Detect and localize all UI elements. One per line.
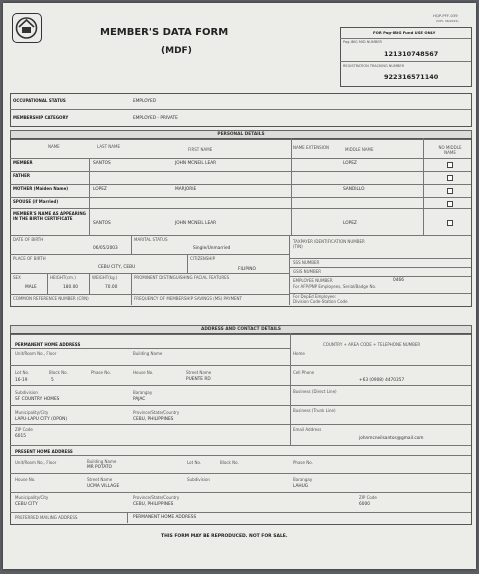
email-value: johnmcneilsantos@gmail.com [359, 436, 424, 441]
employee-number-value: 0466 [393, 278, 404, 283]
crn-label: COMMON REFERENCE NUMBER (CRN) [13, 296, 89, 301]
p-brgy-value: LAHUG [293, 484, 309, 489]
features-label: PROMINENT DISTINGUISHING FACIAL FEATURES [134, 275, 230, 280]
mid-value: 121310748567 [384, 50, 439, 58]
marital-label: MARITAL STATUS [134, 237, 168, 242]
col-name: NAME [48, 144, 60, 149]
no-middle-name-checkbox[interactable] [447, 175, 453, 181]
subd-value: SF COUNTRY HOMES [15, 397, 60, 402]
address-details-box [10, 333, 472, 525]
street-value: PUENTE RD [186, 377, 211, 382]
p-house-label: House No. [15, 477, 36, 482]
form-title: MEMBER'S DATA FORM [100, 27, 229, 38]
first-name-value: MARJORIE [175, 187, 197, 192]
subd-label: Subdivision [15, 390, 38, 395]
deped-value: Division Code-Station Code [293, 299, 348, 304]
afp-label: For AFP/PNP Employees, Serial/Badge No. [293, 284, 377, 289]
personal-details-header: PERSONAL DETAILS [10, 130, 472, 140]
first-name-value: JOHN MCNEIL LEAR [175, 161, 217, 166]
weight-label: WEIGHT(kg.) [92, 275, 118, 280]
middle-name-value: LOPEZ [343, 221, 357, 226]
p-bldg-value: MR POTATO [87, 465, 112, 470]
muni-value: LAPU-LAPU CITY (OPON) [15, 417, 68, 422]
occ-value: EMPLOYED [133, 99, 157, 104]
rtn-value: 922316571140 [384, 73, 439, 81]
mid-label: Pag-IBIG MID NUMBER [343, 40, 382, 44]
name-row-label: MEMBER'S NAME AS APPEARING IN THE BIRTH CERTIFICATE [13, 211, 86, 221]
occ-label: OCCUPATIONAL STATUS [13, 98, 66, 103]
block-value: 5 [51, 378, 54, 383]
brgy-label: Barangay [133, 390, 153, 395]
name-row-label: MOTHER (Maiden Name) [13, 186, 69, 191]
form-page [3, 3, 476, 569]
pagibig-logo [12, 13, 42, 43]
p-subd-label: Subdivision [187, 477, 210, 482]
cell-value: +63 (0908) 4470357 [359, 378, 405, 383]
bldg-label: Building Name [133, 351, 163, 356]
employee-number-label: EMPLOYEE NUMBER [293, 278, 333, 283]
perm-title: PERMANENT HOME ADDRESS [15, 342, 81, 347]
prov-label: Province/State/Country [133, 410, 180, 415]
p-block-label: Block No. [220, 460, 239, 465]
address-details-header: ADDRESS AND CONTACT DETAILS [10, 325, 472, 335]
middle-name-value: SANDILLO [343, 187, 365, 192]
form-subtitle: (MDF) [161, 46, 192, 56]
col-last-name: LAST NAME [97, 144, 121, 149]
lot-label: Lot No. [15, 370, 30, 375]
no-middle-name-checkbox[interactable] [447, 201, 453, 207]
block-label: Block No. [49, 370, 68, 375]
bus-direct-label: Business (Direct Line) [293, 389, 337, 394]
p-prov-value: CEBU, PHILIPPINES [133, 502, 174, 507]
deped-label: For DepEd Employee: [293, 294, 337, 299]
pref-label: PREFERRED MAILING ADDRESS [15, 515, 78, 520]
present-title: PRESENT HOME ADDRESS [15, 449, 73, 454]
house-logo-icon [13, 14, 40, 41]
p-brgy-label: Barangay [293, 477, 313, 482]
name-row-label: MEMBER [13, 160, 33, 165]
col-name-ext: NAME EXTENSION [293, 145, 329, 150]
name-row-label: SPOUSE (if Married) [13, 199, 59, 204]
email-label: Email Address [293, 427, 322, 432]
no-middle-name-checkbox[interactable] [447, 220, 453, 226]
p-bldg-label: Building Name [87, 459, 117, 464]
weight-value: 70.00 [105, 285, 118, 290]
zip-label: ZIP Code [15, 427, 33, 432]
rtn-label: REGISTRATION TRACKING NUMBER [343, 64, 405, 68]
sex-label: SEX [13, 275, 21, 280]
p-prov-label: Province/State/Country [133, 495, 180, 500]
p-lot-label: Lot No. [187, 460, 202, 465]
occupation-box [10, 93, 472, 127]
cell-label: Cell Phone [293, 370, 315, 375]
last-name-value: SANTOS [93, 161, 111, 166]
no-middle-name-checkbox[interactable] [447, 188, 453, 194]
house-label: House No. [133, 370, 154, 375]
footer-note: THIS FORM MAY BE REPRODUCED. NOT FOR SALE. [161, 534, 288, 539]
citizenship-value: FILIPINO [238, 267, 256, 272]
brgy-value: PAJAC [133, 397, 146, 402]
gsis-label: GSIS NUMBER [293, 269, 322, 274]
office-use-title: FOR Pag-IBIG Fund USE ONLY [373, 30, 436, 35]
sss-label: SSS NUMBER [293, 260, 320, 265]
street-label: Street Name [186, 370, 212, 375]
form-version: (V05, 06/2022) [436, 19, 459, 23]
p-street-label: Street Name [87, 477, 113, 482]
pref-value: PERMANENT HOME ADDRESS [133, 515, 197, 520]
p-muni-value: CEBU CITY [15, 502, 38, 507]
no-middle-name-checkbox[interactable] [447, 162, 453, 168]
pob-label: PLACE OF BIRTH [13, 256, 46, 261]
last-name-value: LOPEZ [93, 187, 107, 192]
zip-value: 6015 [15, 434, 26, 439]
dob-value: 06/05/2003 [93, 246, 118, 251]
cat-label: MEMBERSHIP CATEGORY [13, 115, 69, 120]
home-phone-label: Home [293, 351, 305, 356]
contact-title: COUNTRY + AREA CODE + TELEPHONE NUMBER [323, 342, 421, 347]
p-muni-label: Municipality/City [15, 495, 49, 500]
col-first-name: FIRST NAME [188, 147, 213, 152]
height-label: HEIGHT(cm.) [50, 275, 76, 280]
p-zip-label: ZIP Code [359, 495, 377, 500]
marital-value: Single/Unmarried [193, 246, 231, 251]
cat-value: EMPLOYED - PRIVATE [133, 116, 178, 121]
p-street-value: UCMA VILLAGE [87, 484, 120, 489]
phase-label: Phase No. [91, 370, 111, 375]
dob-label: DATE OF BIRTH [13, 237, 44, 242]
form-code: HQP-PFF-039 [433, 13, 458, 18]
muni-label: Municipality/City [15, 410, 49, 415]
pob-value: CEBU CITY, CEBU [98, 265, 136, 270]
frequency-label: FREQUENCY OF MEMBERSHIP SAVINGS (MS) PAYMENT [134, 296, 242, 301]
tin-label: TAXPAYER IDENTIFICATION NUMBER (TIN) [293, 239, 365, 249]
p-phase-label: Phase No. [293, 460, 313, 465]
last-name-value: SANTOS [93, 221, 111, 226]
middle-name-value: LOPEZ [343, 161, 357, 166]
citizenship-label: CITIZENSHIP [190, 256, 215, 261]
lot-value: 16-19 [15, 378, 28, 383]
name-row-label: FATHER [13, 173, 30, 178]
col-middle-name: MIDDLE NAME [345, 147, 374, 152]
unit-label: Unit/Room No., Floor [15, 351, 57, 356]
height-value: 180.00 [63, 285, 79, 290]
sex-value: MALE [25, 285, 37, 290]
first-name-value: JOHN MCNEIL LEAR [175, 221, 217, 226]
p-zip-value: 6000 [359, 502, 370, 507]
prov-value: CEBU, PHILIPPINES [133, 417, 174, 422]
p-unit-label: Unit/Room No., Floor [15, 460, 57, 465]
col-no-middle: NO MIDDLE NAME [438, 145, 462, 155]
bus-trunk-label: Business (Trunk Line) [293, 408, 336, 413]
